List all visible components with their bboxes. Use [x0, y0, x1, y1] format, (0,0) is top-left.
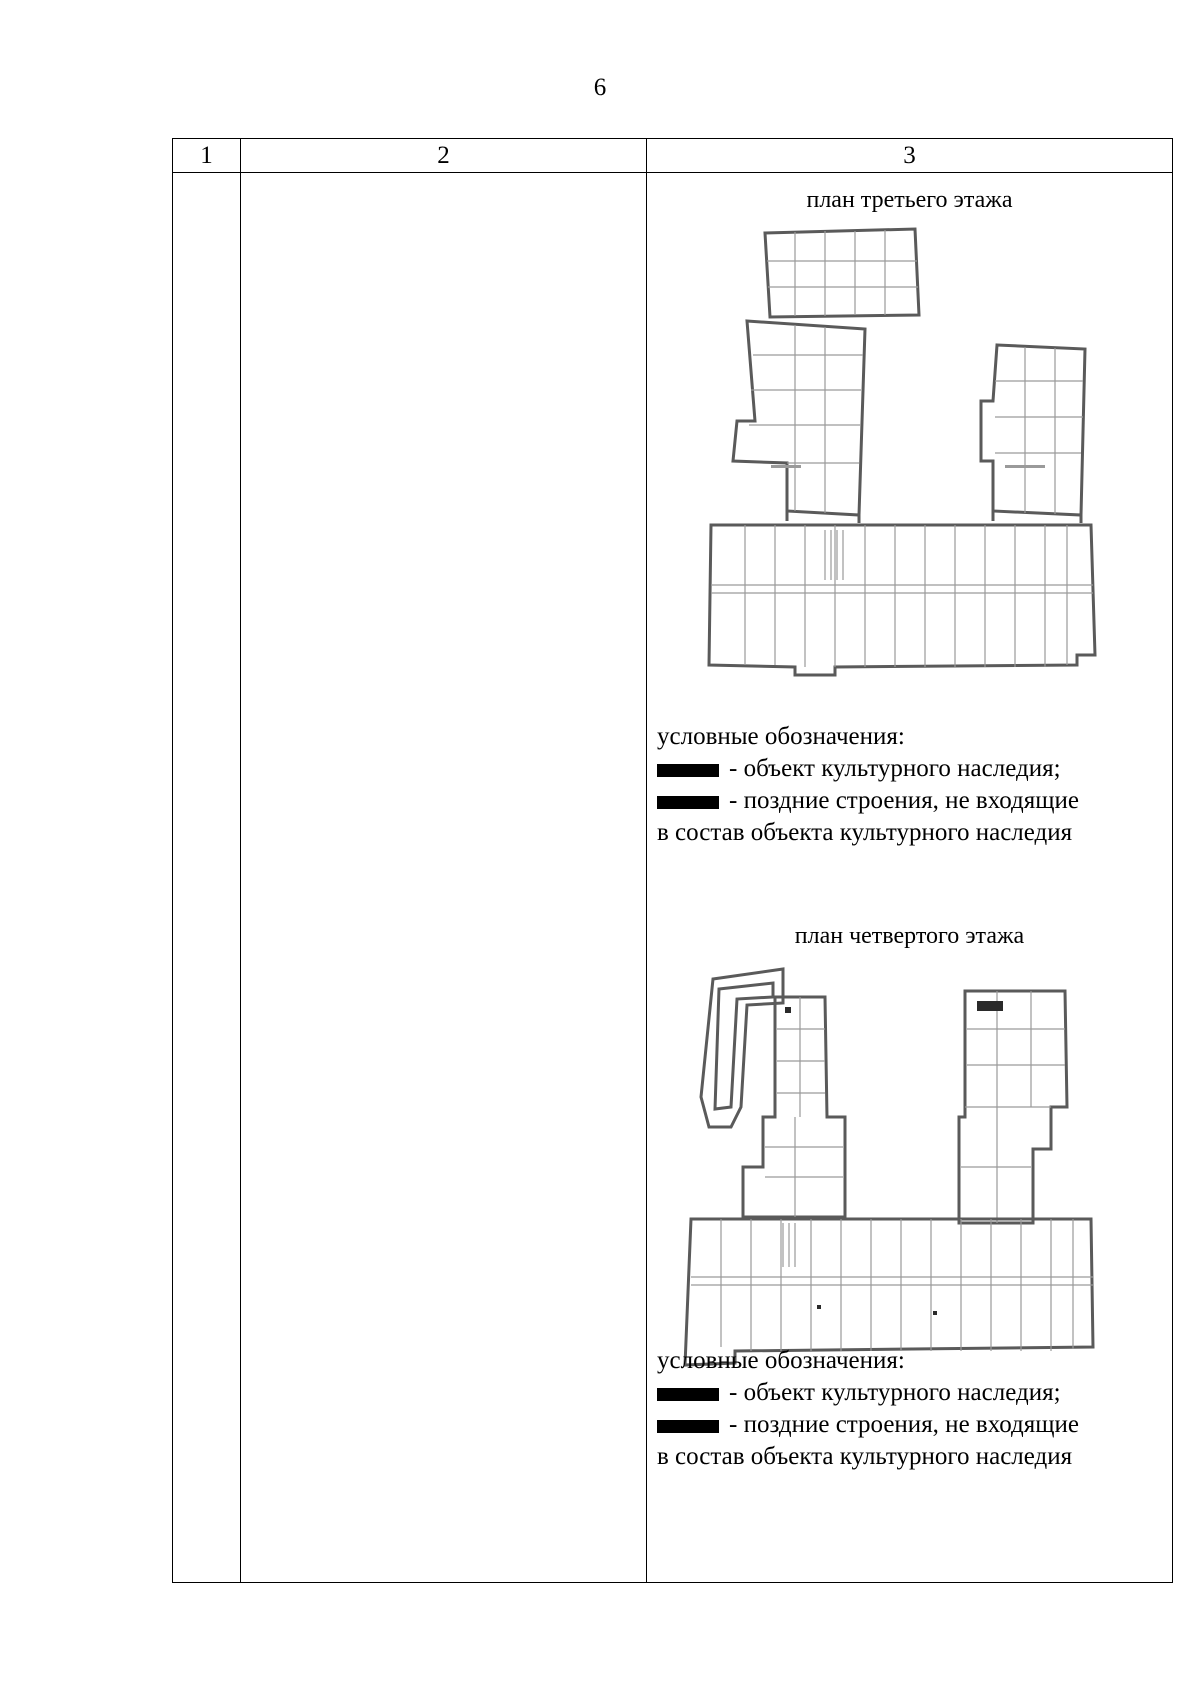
table-row: [173, 173, 1173, 1583]
legend-item-label: - объект культурного наследия;: [729, 1379, 1061, 1406]
legend-item: [657, 1377, 1079, 1409]
column-header-3: 3: [647, 139, 1173, 173]
later-structures-swatch: [657, 1420, 719, 1433]
document-table: [172, 138, 1173, 1583]
column-header-2: 2: [241, 139, 647, 173]
column-header-1: 1: [173, 139, 241, 173]
third-floor-legend: [657, 721, 1079, 849]
cell-column-3: [647, 173, 1173, 1583]
table-header-row: [173, 139, 1173, 173]
legend-continuation: в состав объекта культурного наследия: [657, 1443, 1073, 1470]
legend-item: [657, 785, 1079, 817]
cell-column-2: [241, 173, 647, 1583]
legend-item: [657, 1409, 1079, 1441]
legend-item-label: - поздние строения, не входящие: [729, 787, 1079, 814]
heritage-object-swatch: [657, 764, 719, 777]
legend-continuation: в состав объекта культурного наследия: [657, 819, 1073, 846]
fourth-floor-legend: [657, 1345, 1079, 1473]
fourth-floor-plan-title: план четвертого этажа: [794, 923, 1025, 949]
legend-heading: условные обозначения:: [657, 723, 905, 750]
cell-column-1: [173, 173, 241, 1583]
legend-item: [657, 753, 1079, 785]
legend-heading: условные обозначения:: [657, 1347, 905, 1374]
page-number: 6: [593, 74, 607, 101]
heritage-object-swatch: [657, 1388, 719, 1401]
legend-item-label: - объект культурного наследия;: [729, 755, 1061, 782]
legend-item-label: - поздние строения, не входящие: [729, 1411, 1079, 1438]
third-floor-plan-image: [675, 225, 1115, 725]
later-structures-swatch: [657, 796, 719, 809]
fourth-floor-plan-image: [675, 967, 1115, 1397]
third-floor-plan-title: план третьего этажа: [806, 187, 1013, 213]
